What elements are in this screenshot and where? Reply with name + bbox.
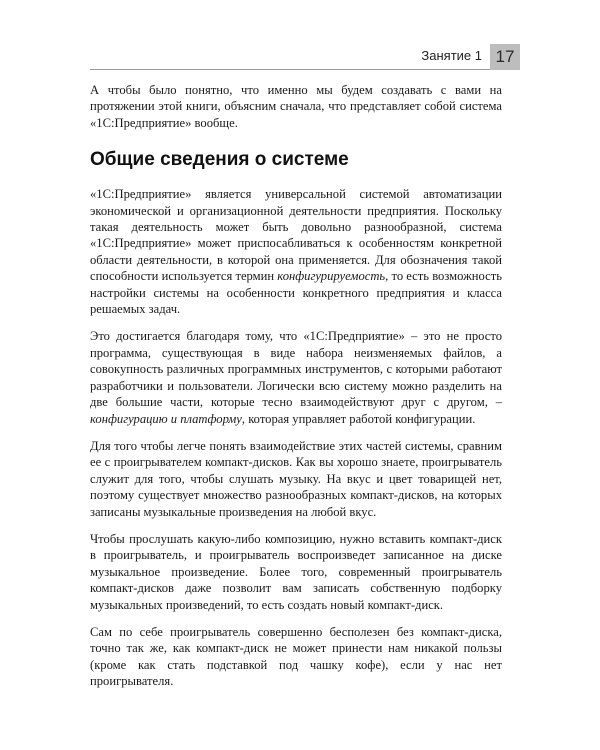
paragraph-1 bbox=[90, 186, 502, 317]
paragraph-1-text-end: , то есть возможность настройки системы на особенности конкретного предприятия и класса решаемых задач. bbox=[90, 269, 502, 317]
page-number: 17 bbox=[490, 44, 520, 70]
running-header bbox=[0, 44, 600, 70]
chapter-label: Занятие 1 bbox=[421, 48, 482, 63]
intro-paragraph: А чтобы было понятно, что именно мы будем создавать с вами на протяжении этой книги, объясним сначала, что представляет собой система «1С:Предприятие» вообще. bbox=[90, 83, 502, 130]
paragraph-3: Для того чтобы легче понять взаимодействие этих частей системы, сравним ее с проигрывателем компакт-дисков. Как вы хорошо знаете, проигрыватель служит для того, чтобы слушать музыку. На вкус и цвет товарищей нет, поэтому существует множество разнообразных компакт-дисков, на которых записаны музыкальные произведения на любой вкус. bbox=[90, 438, 502, 519]
page-body bbox=[90, 82, 502, 701]
term-configuration-platform: конфигурацию и платформу bbox=[90, 411, 242, 426]
paragraph-1-text: «1С:Предприятие» является универсальной системой автоматизации экономической и организационной деятельности предприятия. Поскольку такая деятельность может быть довольно разнообразной, система «1С:Предприятие» может приспосабливаться к особенностям конкретной области деятельности, в которой она применяется. Для обозначения такой способности используется термин bbox=[90, 187, 502, 284]
paragraph-2-text-end: , которая управляет работой конфигурации. bbox=[241, 411, 476, 426]
section-heading: Общие сведения о системе bbox=[90, 149, 349, 171]
paragraph-2-text: Это достигается благодаря тому, что «1С:Предприятие» – это не просто программа, существующая в виде набора неизменяемых файлов, а совокупность различных программных инструментов, с которыми работают разработчики и пользователи. Логически всю систему можно разделить на две большие части, которые тесно взаимодействуют друг с другом, – bbox=[90, 329, 502, 410]
header-rule bbox=[90, 69, 520, 70]
paragraph-4: Чтобы прослушать какую-либо композицию, нужно вставить компакт-диск в проигрыватель, и проигрыватель воспроизведет записанное на диске музыкальное произведение. Более того, современный проигрыватель компакт-дисков даже позволит вам записать собственную подборку музыкальных произведений, то есть создать новый компакт-диск. bbox=[90, 531, 502, 612]
term-configurability: конфигурируемость bbox=[277, 269, 386, 284]
paragraph-2 bbox=[90, 328, 502, 426]
paragraph-5: Сам по себе проигрыватель совершенно бесполезен без компакт-диска, точно так же, как компакт-диск не может принести нам никакой пользы (кроме как стать подставкой под чашку кофе), если у нас нет проигрывателя. bbox=[90, 624, 502, 689]
